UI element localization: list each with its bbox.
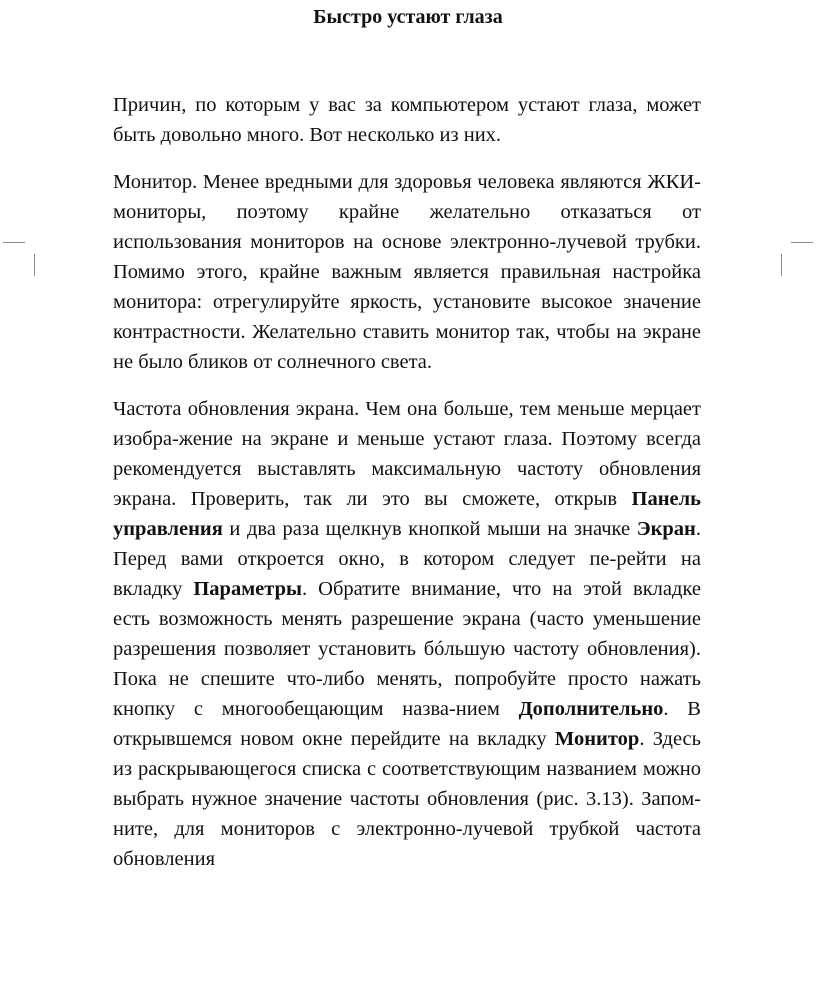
crop-mark-right-horizontal [791, 242, 813, 243]
paragraph-refresh-text-2: и два раза щелкнув кнопкой мыши на значке [222, 518, 637, 540]
paragraph-intro-text: Причин, по которым у вас за компьютером устают глаза, может быть довольно много. Вот несколько из них. [113, 94, 701, 146]
paragraph-monitor [113, 167, 701, 377]
paragraph-refresh-rate [113, 394, 701, 874]
page-title: Быстро устают глаза [313, 6, 503, 28]
paragraph-refresh-text-1: Частота обновления экрана. Чем она больше, тем меньше мерцает изобра-жение на экране и меньше устают глаза. Поэтому всегда рекомендуется выставлять максимальную частоту обновления экрана. Проверить, так ли это вы сможете, открыв [113, 398, 701, 510]
paragraph-refresh-text-6: . Здесь из раскрывающегося списка с соответствующим названием можно выбрать нужное значение частоты обновления (рис. 3.13). Запом-ните, для мониторов с электронно-лучевой трубкой частота обновления [113, 728, 702, 870]
paragraph-monitor-text: Монитор. Менее вредными для здоровья человека являются ЖКИ-мониторы, поэтому крайне желательно отказаться от использования мониторов на основе электронно-лучевой трубки. Помимо этого, крайне важным является правильная настройка монитора: отрегулируйте яркость, установите высокое значение контрастности. Желательно ставить монитор так, чтобы на экране не было бликов от солнечного света. [113, 171, 701, 373]
paragraph-refresh-text-3: . Перед вами откроется окно, в котором следует пе-рейти на вкладку [113, 518, 701, 600]
paragraph-refresh-text-4: . Обратите внимание, что на этой вкладке есть возможность менять разрешение экрана (часто уменьшение разрешения позволяет установить бóльшую частоту обновления). Пока не спешите что-либо менять, попробуйте просто нажать кнопку с многообещающим назва-нием [113, 578, 701, 720]
crop-mark-right-vertical [781, 254, 782, 276]
term-advanced: Дополнительно [518, 698, 664, 720]
term-monitor: Монитор [554, 728, 640, 750]
crop-mark-left-horizontal [3, 242, 25, 243]
crop-mark-left-vertical [34, 254, 35, 276]
term-parameters: Параметры [193, 578, 302, 600]
paragraph-intro [113, 90, 701, 150]
term-screen: Экран [636, 518, 696, 540]
article-body [113, 90, 701, 891]
paragraph-refresh-text-5: . В открывшемся новом окне перейдите на вкладку [113, 698, 701, 750]
term-control-panel: Панель управления [113, 488, 701, 540]
